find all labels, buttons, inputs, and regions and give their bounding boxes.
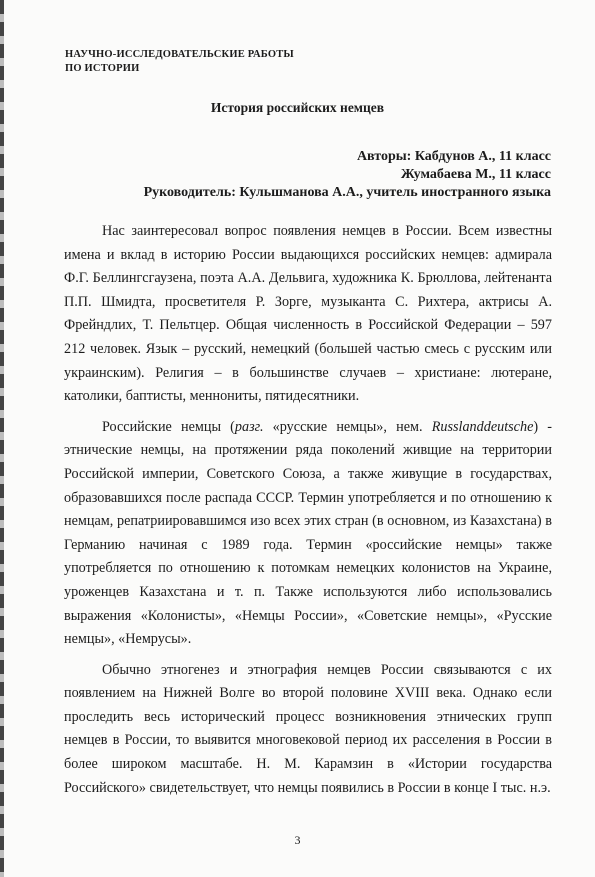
section-header-line-2: ПО ИСТОРИИ (65, 63, 140, 74)
paragraph-2 (64, 416, 552, 652)
paragraph-2-mid: «русские немцы», нем. (263, 418, 432, 435)
supervisor-line: Руководитель: Кульшманова А.А., учитель иностранного языка (143, 185, 551, 200)
section-header (65, 48, 294, 76)
article-body (64, 220, 552, 807)
paragraph-2-abbr: разг. (234, 418, 264, 435)
paragraph-2-rest: ) - этнические немцы, на протяжении ряда поколений живщие на территории Российской империи, Советского Союза, а также живущие в государствах, образовавшихся после распада СССР. Термин употребляется и по отношению к немцам, репатриировавшимся изо всех этих стран (в основном, из Казахстана) в Германию начиная с 1989 года. Термин «российские немцы» также употребляется по отношению к потомкам немецких колонистов на Украине, уроженцев Казахстана и т. п. Также используются либо использовались выражения «Колонисты», «Немцы России», «Советские немцы», «Русские немцы», «Немрусы». (64, 418, 552, 648)
paragraph-1: Нас заинтересовал вопрос появления немцев в России. Всем известны имена и вклад в историю России выдающихся российских немцев: адмирала Ф.Г. Беллингсгаузена, поэта А.А. Дельвига, художника К. Брюллова, лейтенанта П.П. Шмидта, просветителя Р. Зорге, музыканта С. Рихтера, актрисы А. Фрейндлих, Т. Пельтцер. Общая численность в Российской Федерации – 597 212 человек. Язык – русский, немецкий (большей частью смесь с русским или украинским). Религия – в большинстве случаев – христиане: лютеране, католики, баптисты, меннониты, пятидесятники. (64, 223, 552, 405)
author-line-2: Жумабаева М., 11 класс (400, 167, 551, 182)
authors-block (144, 148, 551, 202)
paragraph-2-german-term: Russlanddeutsche (431, 418, 534, 435)
page-title: История российских немцев (210, 100, 385, 115)
page-number: 3 (294, 833, 301, 847)
paragraph-2-term: Российские немцы ( (102, 418, 235, 435)
author-line-1: Авторы: Кабдунов А., 11 класс (356, 149, 551, 164)
section-header-line-1: НАУЧНО-ИССЛЕДОВАТЕЛЬСКИЕ РАБОТЫ (65, 49, 294, 60)
binding-edge (0, 0, 4, 877)
paragraph-3: Обычно этногенез и этнография немцев России связываются с их появлением на Нижней Волге во второй половине XVIII века. Однако если проследить весь исторический процесс возникновения этнических групп немцев в России, то выявится многовековой период их расселения в России в более широком масштабе. Н. М. Карамзин в «Истории государства Российского» свидетельствует, что немцы появились в России в конце I тыс. н.э. (64, 661, 552, 796)
